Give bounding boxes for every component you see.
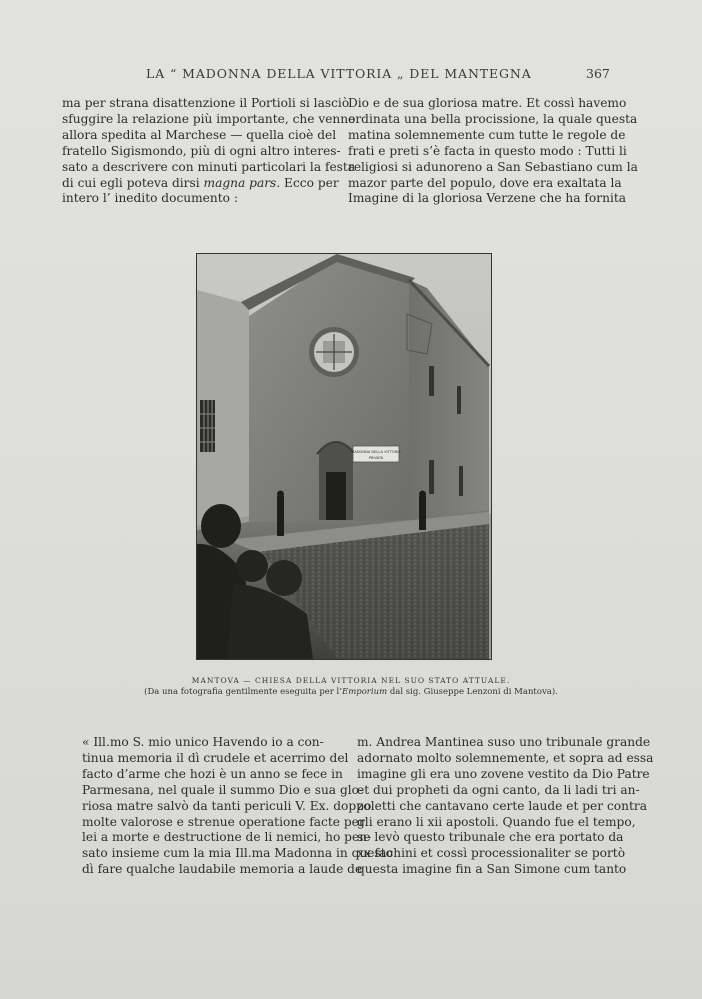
- text-line: matina solemnemente cum tutte le regole de: [348, 127, 626, 142]
- text-line: se levò questo tribunale che era portato da: [357, 830, 624, 845]
- running-title: LA “ MADONNA DELLA VITTORIA „ DEL MANTEGNA: [146, 66, 532, 81]
- running-head: [0, 66, 702, 86]
- text-column-bottom-left: [82, 735, 394, 878]
- left-house: [197, 290, 249, 526]
- text-line: imagine gli era uno zovene vestito da Dio Patre: [357, 766, 650, 781]
- text-line: religiosi si adunoreno a San Sebastiano cum la: [348, 159, 638, 174]
- text-line: Dio e de sua gloriosa matre. Et cossì havemo: [348, 96, 627, 110]
- text-line: intero l’ inedito documento :: [62, 191, 238, 206]
- text-column-top-right: [348, 96, 638, 207]
- text-line: frati e preti s’è facta in questo modo : Tutti li: [348, 143, 627, 158]
- text-line: molte valorose e strenue operatione facte per: [82, 814, 365, 829]
- text-line: gli erano li xii apostoli. Quando fue el tempo,: [357, 814, 636, 829]
- text-line: m. Andrea Mantinea suso uno tribunale grande: [357, 735, 651, 749]
- text-line: sfuggire la relazione più importante, che venne: [62, 111, 356, 126]
- text-line: [62, 176, 344, 192]
- text-line: Parmesana, nel quale il summo Dio e sua glo-: [82, 782, 364, 797]
- text-line: ma per strana disattenzione il Portioli si lasciò: [62, 96, 350, 110]
- caption-credit-after: dal sig. Giuseppe Lenzoni di Mantova).: [387, 687, 558, 697]
- caption-credit-emporium: Emporium: [341, 687, 388, 697]
- text-line: sato insieme cum la mia Ill.ma Madonna in questo: [82, 846, 394, 861]
- text-line: adornato molto solemnemente, et sopra ad essa: [357, 750, 654, 765]
- italic-phrase: magna pars: [203, 175, 277, 190]
- text-column-top-left: [62, 96, 356, 207]
- text-line: mazor parte del populo, dove era exaltata la: [348, 175, 622, 190]
- text-line: zoletti che cantavano certe laude et per contra: [357, 798, 647, 813]
- text-line: Imagine di la gloriosa Verzene che ha fornita: [348, 191, 627, 206]
- photo-caption-title: MANTOVA — CHIESA DELLA VITTORIA NEL SUO STATO ATTUALE.: [191, 676, 511, 685]
- text-line: « Ill.mo S. mio unico Havendo io a con-: [82, 735, 324, 749]
- text-column-bottom-right: [357, 735, 654, 878]
- text-line: sato a descrivere con minuti particolari la festa: [62, 159, 356, 174]
- church-sign-line2: PRIVATA: [368, 456, 384, 460]
- page-number: 367: [586, 66, 610, 81]
- church-photograph: [196, 253, 492, 660]
- text-line: facto d’arme che hozi è un anno se fece in: [82, 766, 343, 781]
- text-fragment: . Ecco per: [276, 175, 339, 190]
- photo-caption-credit: [0, 687, 702, 697]
- text-line: xx fachini et cossì processionaliter se portò: [357, 846, 626, 861]
- text-line: tinua memoria il dì crudele et acerrimo del: [82, 750, 349, 765]
- text-line: allora spedita al Marchese — quella cioè del: [62, 127, 337, 142]
- text-line: lei a morte e destructione de li nemici, ho pen-: [82, 830, 372, 845]
- text-line: fratello Sigismondo, più di ogni altro interes-: [62, 143, 341, 158]
- text-fragment: di cui egli poteva dirsi: [62, 175, 200, 190]
- text-line: riosa matre salvò da tanti periculi V. Ex. doppo: [82, 798, 372, 813]
- text-line: ordinata una bella procissione, la quale questa: [348, 111, 638, 126]
- text-line: dì fare qualche laudabile memoria a laude de: [82, 862, 363, 877]
- caption-credit-before: (Da una fotografia gentilmente eseguita per l’: [144, 687, 342, 697]
- text-line: questa imagine fin a San Simone cum tanto: [357, 862, 627, 877]
- church-sign-line1: MADONNA DELLA VITTORIA: [351, 450, 401, 454]
- text-line: et dui propheti da ogni canto, da li ladi tri an-: [357, 782, 640, 797]
